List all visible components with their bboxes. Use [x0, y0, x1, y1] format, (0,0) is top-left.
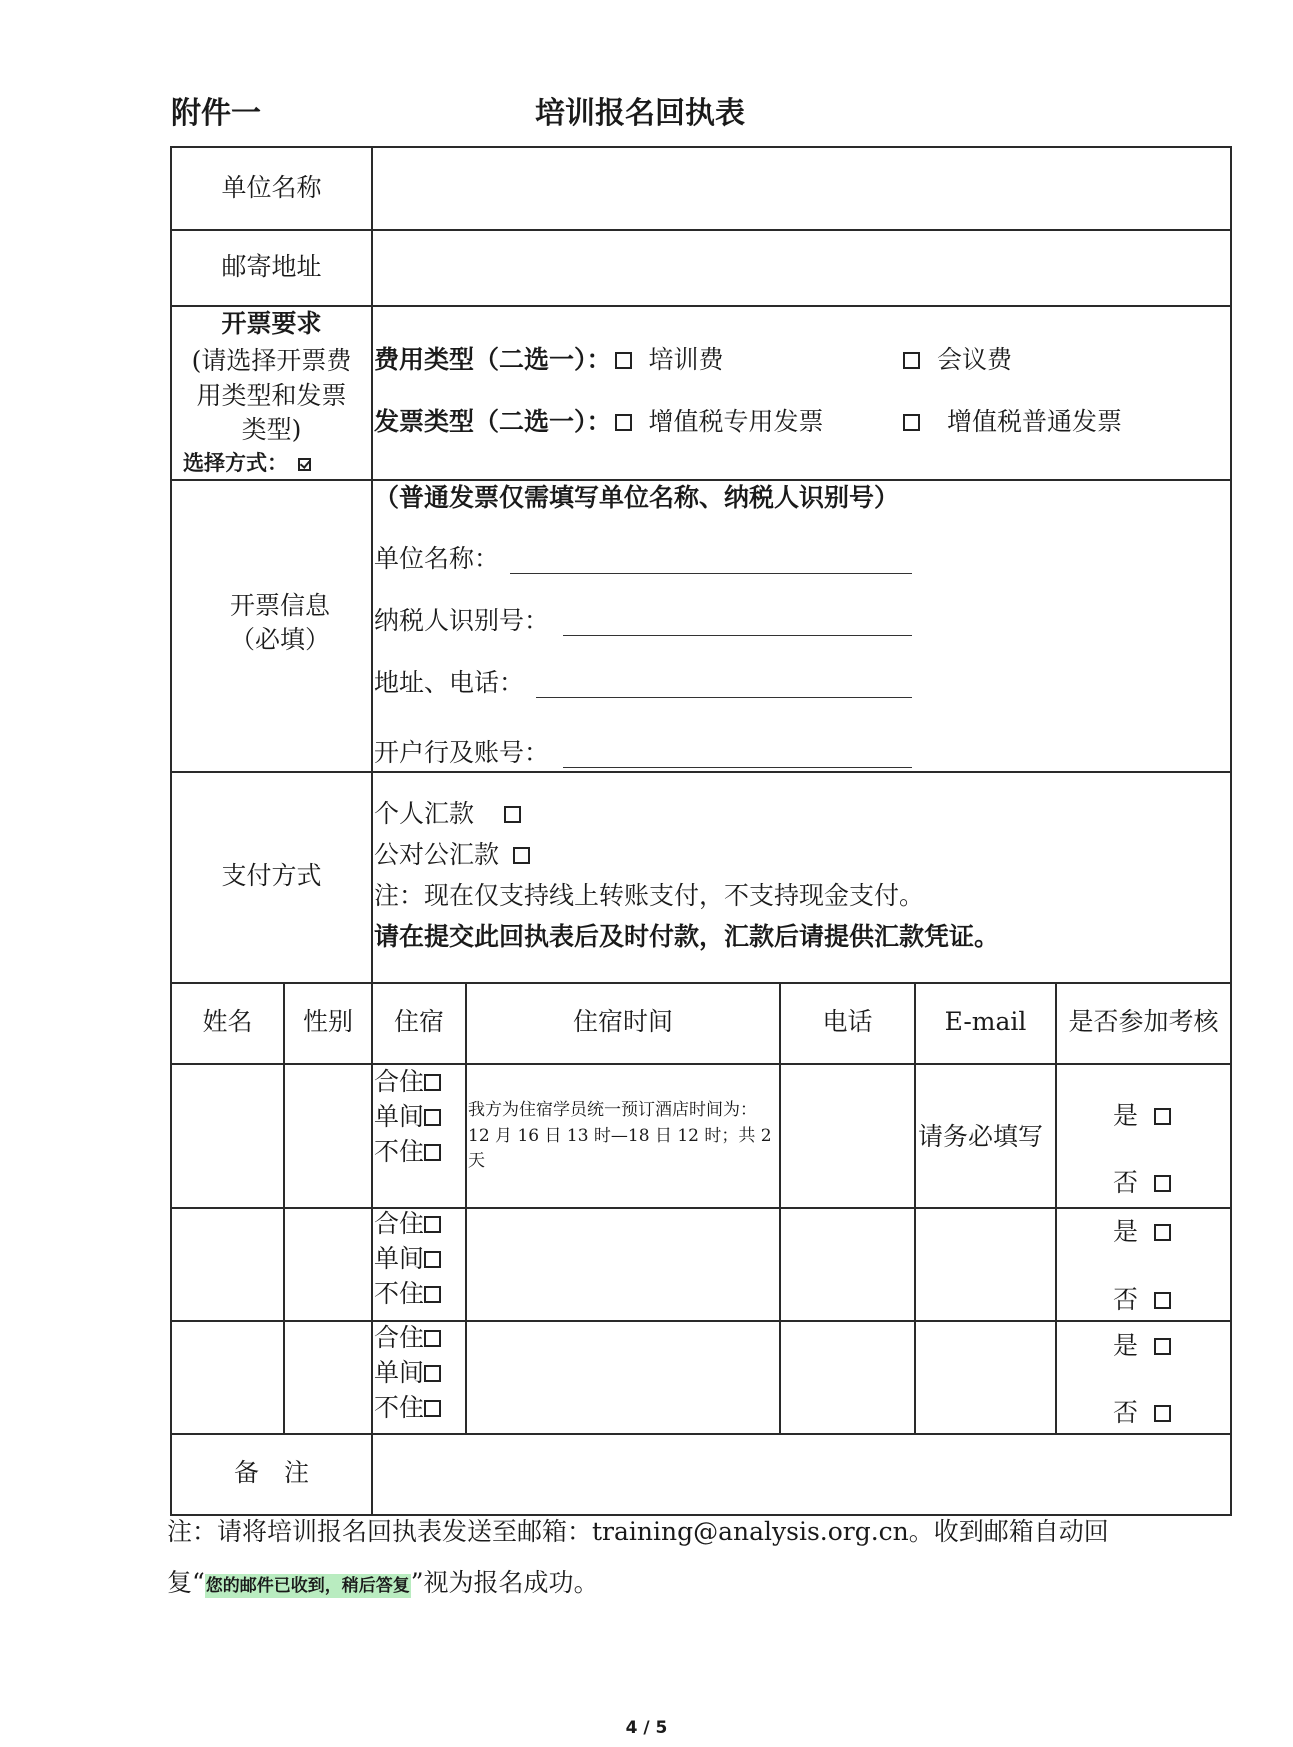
select-method [183, 450, 311, 477]
invoice-req-note-1: (请选择开票费 [191, 346, 352, 375]
col-header-lodging: 住宿 [393, 1007, 444, 1036]
invoice-field-bank-label: 开户行及账号： [374, 738, 550, 767]
exam-yes-option: 是 [1113, 1216, 1174, 1249]
address-label: 邮寄地址 [221, 252, 322, 281]
table-divider [170, 1433, 1232, 1435]
lodging-shared-checkbox[interactable] [424, 1216, 441, 1233]
lodging-single-option: 单间 [374, 1101, 441, 1134]
invoice-info-hint: （普通发票仅需填写单位名称、纳税人识别号） [374, 483, 900, 512]
payment-label: 支付方式 [221, 861, 322, 890]
select-method-label: 选择方式： [183, 451, 288, 475]
checked-box-icon [298, 458, 311, 471]
address-field[interactable] [374, 232, 1229, 304]
lodging-none-option: 不住 [374, 1136, 441, 1169]
table-divider [170, 1320, 1232, 1322]
exam-no-checkbox[interactable] [1154, 1175, 1171, 1192]
payment-personal-checkbox[interactable] [504, 806, 521, 823]
payment-corporate-label: 公对公汇款 [374, 840, 500, 869]
invoice-info-required: （必填） [229, 625, 330, 654]
col-header-name: 姓名 [202, 1007, 253, 1036]
invoice-option-special: 增值税专用发票 [648, 407, 824, 436]
payment-corporate-checkbox[interactable] [513, 847, 530, 864]
unit-name-label: 单位名称 [221, 173, 322, 202]
payment-bold-note: 请在提交此回执表后及时付款，汇款后请提供汇款凭证。 [374, 922, 1000, 951]
col-header-exam: 是否参加考核 [1068, 1007, 1219, 1036]
exam-yes-option: 是 [1113, 1330, 1174, 1363]
attachment-label: 附件一 [171, 96, 261, 131]
table-divider [170, 305, 1232, 307]
invoice-req-title: 开票要求 [221, 309, 322, 338]
invoice-req-note-3: 类型) [241, 415, 302, 444]
table-divider [170, 982, 1232, 984]
footnote-line-1: 注：请将培训报名回执表发送至邮箱：training@analysis.org.cn。收到邮箱自动回 [167, 1517, 1109, 1546]
footnote-suffix: ”视为报名成功。 [410, 1568, 599, 1597]
invoice-option-normal: 增值税普通发票 [946, 407, 1122, 436]
invoice-type-label: 发票类型（二选一）： [374, 407, 612, 436]
invoice-normal-checkbox[interactable] [903, 414, 920, 431]
exam-no-checkbox[interactable] [1154, 1292, 1171, 1309]
table-divider [170, 479, 1232, 481]
lodging-shared-option: 合住 [374, 1322, 441, 1355]
lodging-shared-checkbox[interactable] [424, 1330, 441, 1347]
exam-yes-checkbox[interactable] [1154, 1224, 1171, 1241]
footnote-prefix: 复“ [167, 1568, 205, 1597]
invoice-field-address-input[interactable] [536, 697, 912, 698]
fee-option-meeting-row [900, 344, 1012, 377]
col-header-phone: 电话 [822, 1007, 873, 1036]
footnote-line-2 [167, 1567, 599, 1600]
auto-reply-highlight: 您的邮件已收到，稍后答复 [205, 1576, 410, 1596]
invoice-field-unit-input[interactable] [510, 573, 912, 574]
fee-option-meeting: 会议费 [936, 345, 1012, 374]
table-divider [170, 1063, 1232, 1065]
exam-yes-option: 是 [1113, 1100, 1174, 1133]
col-header-gender: 性别 [302, 1007, 353, 1036]
exam-no-option: 否 [1113, 1167, 1174, 1200]
exam-no-checkbox[interactable] [1154, 1405, 1171, 1422]
exam-yes-checkbox[interactable] [1154, 1338, 1171, 1355]
lodging-none-option: 不住 [374, 1278, 441, 1311]
remarks-label: 备 注 [233, 1458, 309, 1487]
payment-personal-row [374, 798, 524, 831]
invoice-field-tax-label: 纳税人识别号： [374, 606, 550, 635]
lodging-none-checkbox[interactable] [424, 1144, 441, 1161]
invoice-req-note-2: 用类型和发票 [196, 381, 347, 410]
remarks-field[interactable] [374, 1436, 1229, 1513]
email-required-note: 请务必填写 [918, 1122, 1044, 1151]
invoice-field-tax-input[interactable] [563, 635, 912, 636]
invoice-field-unit-label: 单位名称： [374, 544, 500, 573]
table-divider [170, 229, 1232, 231]
lodging-shared-option: 合住 [374, 1066, 441, 1099]
exam-no-option: 否 [1113, 1397, 1174, 1430]
unit-name-field[interactable] [374, 149, 1229, 228]
column-divider [779, 982, 781, 1433]
col-header-email: E-mail [944, 1007, 1027, 1036]
lodging-single-option: 单间 [374, 1243, 441, 1276]
column-divider [283, 982, 285, 1433]
table-divider [170, 1207, 1232, 1209]
lodging-none-checkbox[interactable] [424, 1400, 441, 1417]
invoice-info-label: 开票信息 [229, 591, 330, 620]
form-title: 培训报名回执表 [535, 96, 745, 131]
table-divider [170, 771, 1232, 773]
fee-type-label: 费用类型（二选一）： [374, 345, 612, 374]
payment-personal-label: 个人汇款 [374, 799, 475, 828]
lodging-single-checkbox[interactable] [424, 1251, 441, 1268]
label-column-divider [371, 146, 373, 1516]
fee-option-training: 培训费 [648, 345, 724, 374]
lodging-time-note: 我方为住宿学员统一预订酒店时间为：12 月 16 日 13 时—18 日 12 时；共 2 天 [468, 1100, 772, 1171]
exam-no-option: 否 [1113, 1284, 1174, 1317]
lodging-single-checkbox[interactable] [424, 1365, 441, 1382]
fee-training-checkbox[interactable] [615, 352, 632, 369]
column-divider [465, 982, 467, 1433]
table-border-right [1230, 146, 1232, 1516]
lodging-none-option: 不住 [374, 1392, 441, 1425]
page-number: 4 / 5 [625, 1718, 668, 1738]
invoice-field-bank-input[interactable] [563, 767, 912, 768]
exam-yes-checkbox[interactable] [1154, 1108, 1171, 1125]
invoice-field-address-label: 地址、电话： [374, 668, 525, 697]
column-divider [1055, 982, 1057, 1433]
invoice-type-row [374, 406, 823, 439]
lodging-shared-option: 合住 [374, 1208, 441, 1241]
payment-note: 注：现在仅支持线上转账支付，不支持现金支付。 [374, 881, 925, 910]
column-divider [914, 982, 916, 1433]
fee-meeting-checkbox[interactable] [903, 352, 920, 369]
col-header-lodging-time: 住宿时间 [572, 1007, 673, 1036]
payment-corporate-row [374, 839, 533, 872]
lodging-none-checkbox[interactable] [424, 1286, 441, 1303]
lodging-shared-checkbox[interactable] [424, 1074, 441, 1091]
invoice-special-checkbox[interactable] [615, 414, 632, 431]
lodging-single-option: 单间 [374, 1357, 441, 1390]
table-border-top [170, 146, 1232, 148]
fee-type-row [374, 344, 723, 377]
invoice-option-normal-row [900, 406, 1122, 439]
lodging-single-checkbox[interactable] [424, 1109, 441, 1126]
